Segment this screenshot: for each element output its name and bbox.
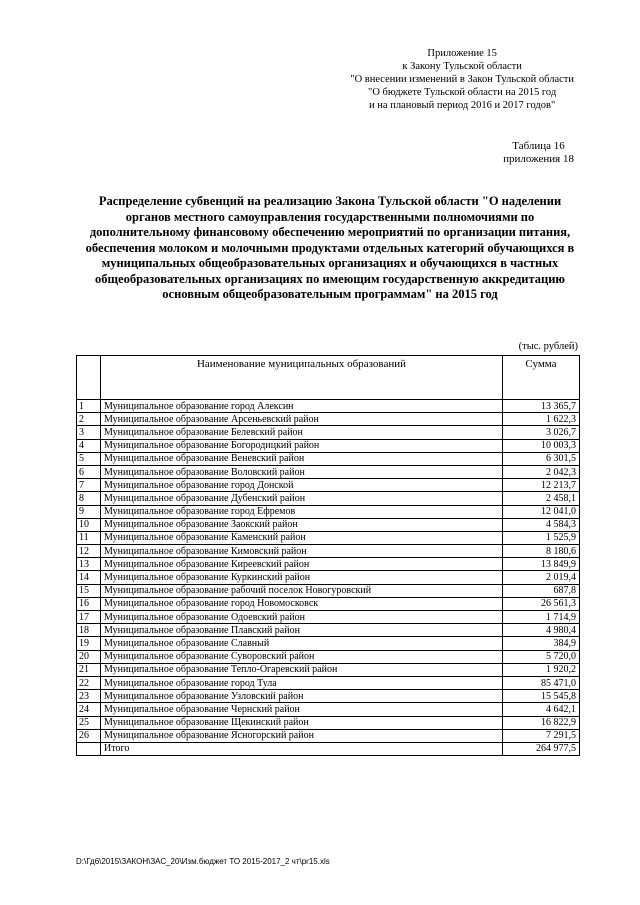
row-number: 4 — [77, 439, 101, 452]
table-row — [77, 439, 580, 452]
row-number: 24 — [77, 703, 101, 716]
table-row — [77, 676, 580, 689]
municipality-name: Муниципальное образование город Новомосковск — [101, 597, 503, 610]
row-number: 11 — [77, 531, 101, 544]
municipality-name: Муниципальное образование город Алексин — [101, 400, 503, 413]
row-number: 25 — [77, 716, 101, 729]
table-row — [77, 413, 580, 426]
row-number: 13 — [77, 558, 101, 571]
subsidy-amount: 12 213,7 — [503, 479, 580, 492]
table-row — [77, 597, 580, 610]
row-number: 9 — [77, 505, 101, 518]
table-row — [77, 729, 580, 742]
header-sum-cell: Сумма — [503, 356, 580, 400]
table-row — [77, 690, 580, 703]
row-number: 7 — [77, 479, 101, 492]
table-reference — [503, 140, 574, 166]
subsidy-amount: 687,8 — [503, 584, 580, 597]
subsidy-amount: 10 003,3 — [503, 439, 580, 452]
municipality-name: Муниципальное образование Чернский район — [101, 703, 503, 716]
table-body — [77, 400, 580, 756]
appendix-line-2: к Закону Тульской области — [402, 61, 522, 72]
municipality-name: Муниципальное образование Белевский район — [101, 426, 503, 439]
subsidy-amount: 1 525,9 — [503, 531, 580, 544]
subsidy-amount: 1 920,2 — [503, 663, 580, 676]
subsidy-amount: 2 458,1 — [503, 492, 580, 505]
table-row — [77, 505, 580, 518]
subsidy-amount: 13 849,9 — [503, 558, 580, 571]
row-number: 10 — [77, 518, 101, 531]
municipality-name: Муниципальное образование Куркинский район — [101, 571, 503, 584]
municipality-name: Муниципальное образование Одоевский район — [101, 611, 503, 624]
table-row — [77, 637, 580, 650]
municipality-name: Муниципальное образование Узловский район — [101, 690, 503, 703]
subsidy-amount: 2 042,3 — [503, 465, 580, 478]
table-ref-line-2: приложения 18 — [503, 153, 574, 165]
municipality-name: Муниципальное образование Киреевский район — [101, 558, 503, 571]
subsidy-amount: 4 584,3 — [503, 518, 580, 531]
table-row — [77, 452, 580, 465]
municipality-name: Муниципальное образование Воловский район — [101, 465, 503, 478]
municipality-name: Муниципальное образование рабочий поселок Новогуровский — [101, 584, 503, 597]
subsidy-amount: 12 041,0 — [503, 505, 580, 518]
table-ref-line-1: Таблица 16 — [512, 140, 565, 152]
table-row — [77, 545, 580, 558]
appendix-line-5: и на плановый период 2016 и 2017 годов" — [369, 100, 556, 111]
subsidy-amount: 8 180,6 — [503, 545, 580, 558]
municipality-name: Муниципальное образование Плавский район — [101, 624, 503, 637]
row-number: 1 — [77, 400, 101, 413]
municipality-name: Муниципальное образование Арсеньевский район — [101, 413, 503, 426]
table-row — [77, 611, 580, 624]
table-row — [77, 531, 580, 544]
units-label: (тыс. рублей) — [518, 341, 578, 352]
row-number: 16 — [77, 597, 101, 610]
subsidy-amount: 15 545,8 — [503, 690, 580, 703]
header-name-cell: Наименование муниципальных образований — [101, 356, 503, 400]
table-row — [77, 465, 580, 478]
row-number: 12 — [77, 545, 101, 558]
table-row — [77, 518, 580, 531]
municipality-name: Муниципальное образование Заокский район — [101, 518, 503, 531]
row-number: 2 — [77, 413, 101, 426]
appendix-line-4: "О бюджете Тульской области на 2015 год — [368, 87, 557, 98]
row-number: 18 — [77, 624, 101, 637]
subsidy-amount: 4 642,1 — [503, 703, 580, 716]
subsidy-amount: 6 301,5 — [503, 452, 580, 465]
row-number: 3 — [77, 426, 101, 439]
row-number: 26 — [77, 729, 101, 742]
municipality-name: Муниципальное образование Дубенский район — [101, 492, 503, 505]
subsidy-amount: 7 291,5 — [503, 729, 580, 742]
subsidy-amount: 5 720,0 — [503, 650, 580, 663]
subsidy-amount: 13 365,7 — [503, 400, 580, 413]
total-amount: 264 977,5 — [503, 742, 580, 755]
row-number: 6 — [77, 465, 101, 478]
table-row — [77, 703, 580, 716]
subsidy-table — [76, 355, 580, 756]
row-number: 14 — [77, 571, 101, 584]
table-row — [77, 426, 580, 439]
subsidy-amount: 85 471,0 — [503, 676, 580, 689]
municipality-name: Муниципальное образование Ясногорский район — [101, 729, 503, 742]
municipality-name: Муниципальное образование город Донской — [101, 479, 503, 492]
row-number: 23 — [77, 690, 101, 703]
row-number: 19 — [77, 637, 101, 650]
subsidy-amount: 3 026,7 — [503, 426, 580, 439]
row-number: 8 — [77, 492, 101, 505]
table-row — [77, 479, 580, 492]
table-row — [77, 492, 580, 505]
subsidy-amount: 16 822,9 — [503, 716, 580, 729]
row-number: 21 — [77, 663, 101, 676]
file-path-footer: D:\Гд6\2015\ЗАКОН\ЗАС_20\Изм.бюджет ТО 2015-2017_2 чт\pr15.xls — [76, 857, 330, 866]
header-num-cell — [77, 356, 101, 400]
table-header-row — [77, 356, 580, 400]
row-number: 22 — [77, 676, 101, 689]
appendix-line-3: "О внесении изменений в Закон Тульской области — [350, 74, 574, 85]
municipality-name: Муниципальное образование город Тула — [101, 676, 503, 689]
appendix-line-1: Приложение 15 — [427, 48, 497, 59]
row-number: 5 — [77, 452, 101, 465]
total-num-cell — [77, 742, 101, 755]
total-label: Итого — [101, 742, 503, 755]
municipality-name: Муниципальное образование Славный — [101, 637, 503, 650]
document-title: Распределение субвенций на реализацию Закона Тульской области "О наделении органов местного самоуправления государственными полномочиями по дополнительному финансовому обеспечению мероприятий по организации питания, обеспечения молоком и молочными продуктами отдельных категорий обучающихся в муниципальных общеобразовательных организациях и обучающихся в частных общеобразовательных организациях по имеющим государственную аккредитацию основным общеобразовательным программам" на 2015 год — [85, 194, 575, 301]
municipality-name: Муниципальное образование Веневский район — [101, 452, 503, 465]
subsidy-amount: 26 561,3 — [503, 597, 580, 610]
row-number: 15 — [77, 584, 101, 597]
municipality-name: Муниципальное образование Кимовский район — [101, 545, 503, 558]
table-row — [77, 400, 580, 413]
row-number: 20 — [77, 650, 101, 663]
table-row — [77, 571, 580, 584]
table-row — [77, 584, 580, 597]
municipality-name: Муниципальное образование Тепло-Огаревский район — [101, 663, 503, 676]
subsidy-amount: 2 019,4 — [503, 571, 580, 584]
municipality-name: Муниципальное образование Суворовский район — [101, 650, 503, 663]
subsidy-amount: 4 980,4 — [503, 624, 580, 637]
municipality-name: Муниципальное образование Богородицкий район — [101, 439, 503, 452]
municipality-name: Муниципальное образование Каменский район — [101, 531, 503, 544]
appendix-header — [350, 47, 574, 112]
subsidy-amount: 1 714,9 — [503, 611, 580, 624]
row-number: 17 — [77, 611, 101, 624]
table-row — [77, 624, 580, 637]
subsidy-amount: 1 622,3 — [503, 413, 580, 426]
total-row — [77, 742, 580, 755]
subsidy-amount: 384,9 — [503, 637, 580, 650]
municipality-name: Муниципальное образование город Ефремов — [101, 505, 503, 518]
table-row — [77, 650, 580, 663]
table-row — [77, 663, 580, 676]
municipality-name: Муниципальное образование Щекинский район — [101, 716, 503, 729]
table-row — [77, 716, 580, 729]
table-row — [77, 558, 580, 571]
